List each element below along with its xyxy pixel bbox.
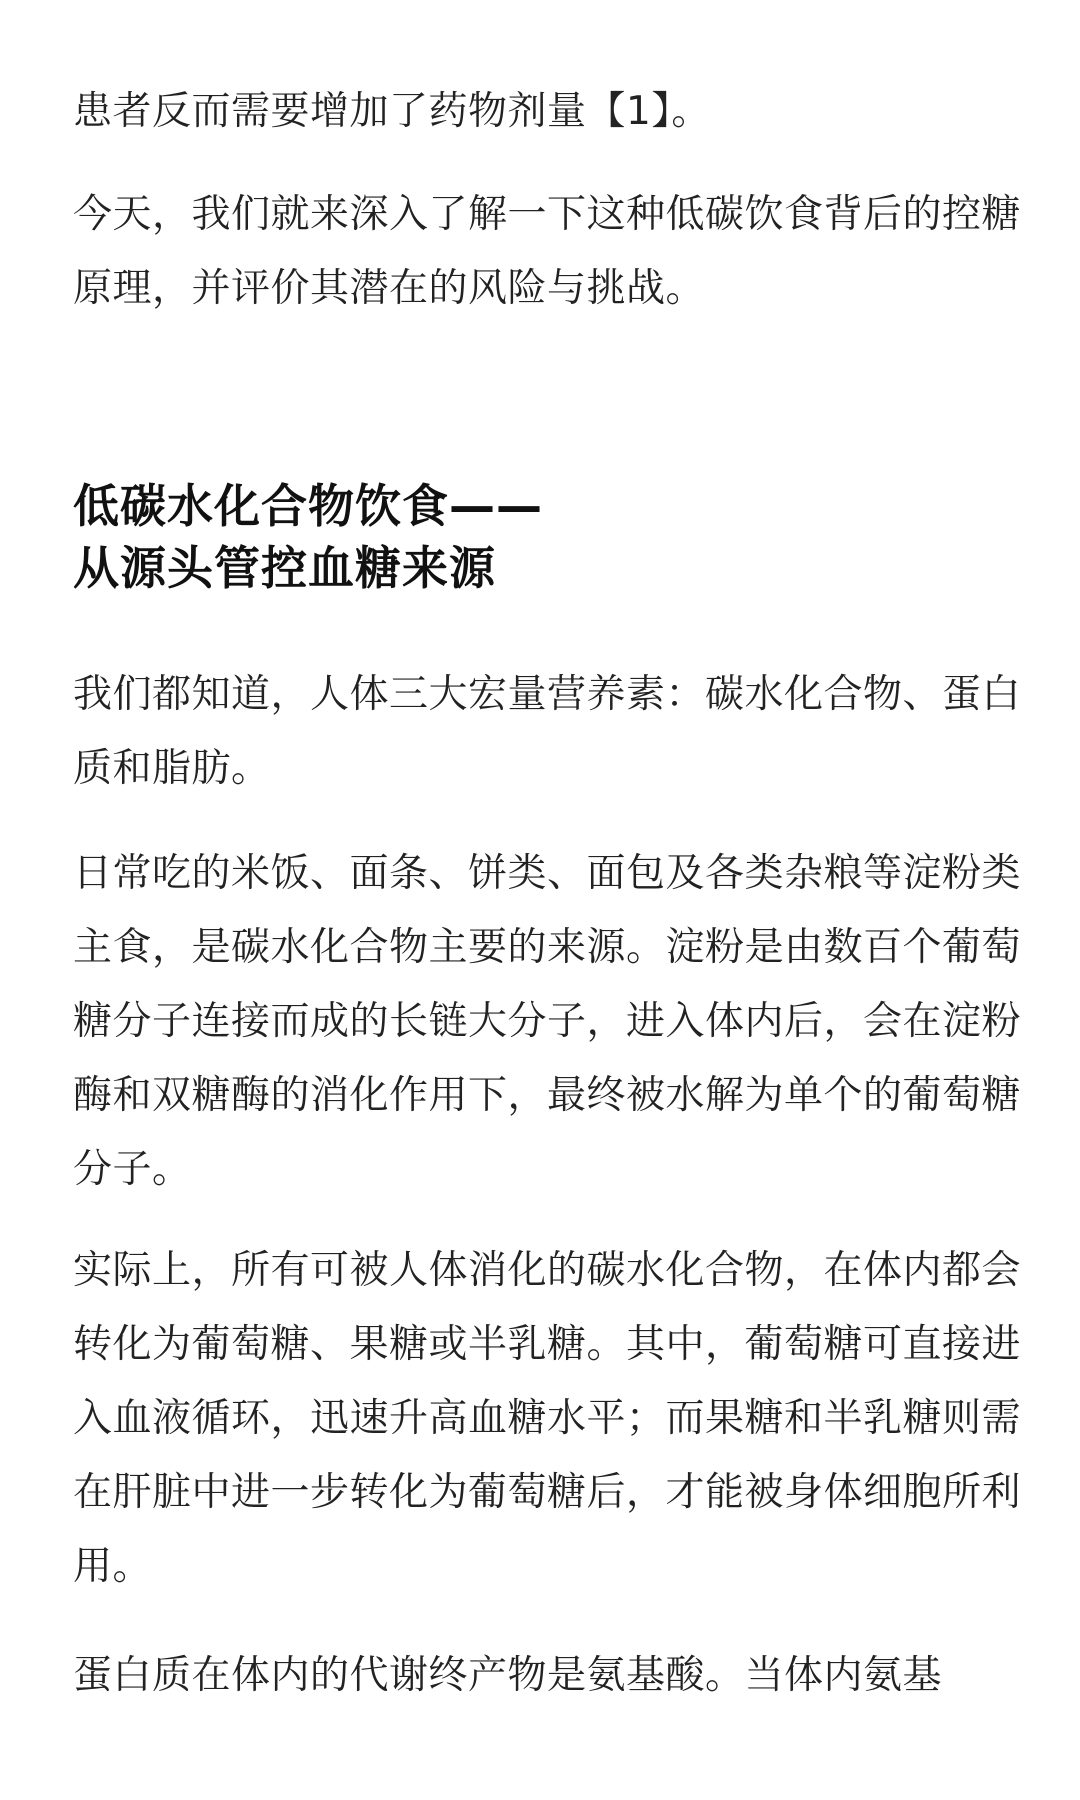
section-heading	[73, 475, 543, 599]
paragraph-carbohydrate-conversion: 实际上，所有可被人体消化的碳水化合物，在体内都会转化为葡萄糖、果糖或半乳糖。其中，葡萄糖可直接进入血液循环，迅速升高血糖水平；而果糖和半乳糖则需在肝脏中进一步转化为葡萄糖后，才能被身体细胞所利用。	[73, 1248, 1022, 1589]
section-heading-line-1: 低碳水化合物饮食——	[73, 479, 543, 533]
section-heading-line-2: 从源头管控血糖来源	[73, 541, 496, 595]
paragraph-intro: 今天，我们就来深入了解一下这种低碳饮食背后的控糖原理，并评价其潜在的风险与挑战。	[73, 192, 1022, 311]
paragraph-drug-dosage: 患者反而需要增加了药物剂量【1】。	[73, 89, 711, 134]
paragraph-protein-metabolism: 蛋白质在体内的代谢终产物是氨基酸。当体内氨基	[73, 1653, 943, 1698]
paragraph-macronutrients: 我们都知道，人体三大宏量营养素：碳水化合物、蛋白质和脂肪。	[73, 672, 1022, 791]
paragraph-starch-digestion: 日常吃的米饭、面条、饼类、面包及各类杂粮等淀粉类主食，是碳水化合物主要的来源。淀粉是由数百个葡萄糖分子连接而成的长链大分子，进入体内后，会在淀粉酶和双糖酶的消化作用下，最终被水解为单个的葡萄糖分子。	[73, 851, 1022, 1192]
